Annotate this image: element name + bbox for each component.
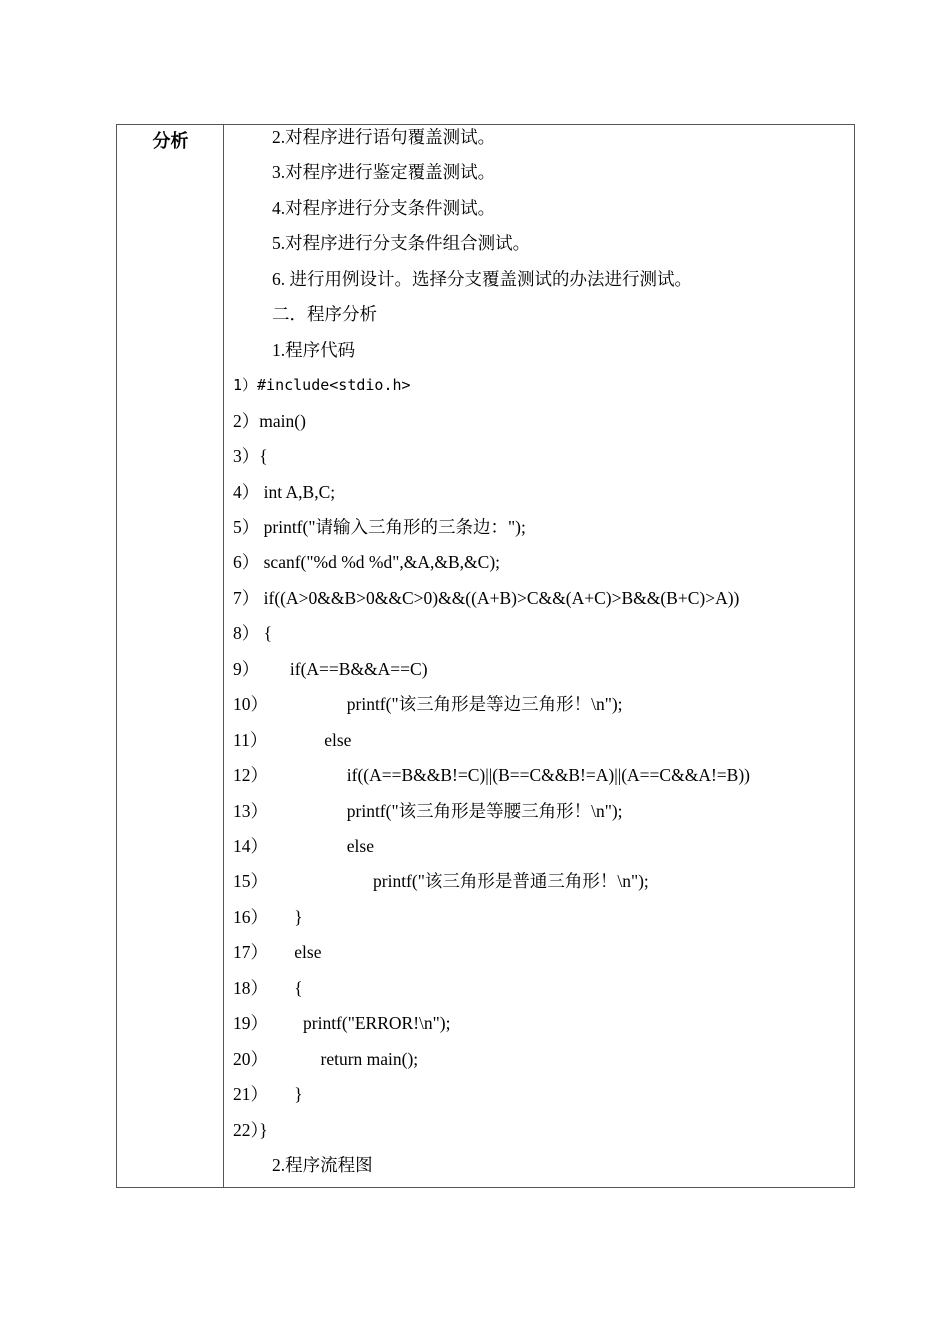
content-line: 14） else [233,836,374,856]
content-line: 13） printf("该三角形是等腰三角形！\n"); [233,800,623,821]
content-line: 9） if(A==B&&A==C) [233,658,428,679]
content-line: 12） if((A==B&&B!=C)||(B==C&&B!=A)||(A==C&&A!=B)) [233,765,750,786]
content-line: 2.程序流程图 [272,1155,373,1176]
content-line: 8） { [233,623,273,644]
analysis-table [116,124,855,1188]
content-line: 3.对程序进行鉴定覆盖测试。 [272,162,496,183]
analysis-content [224,125,854,1187]
content-line: 15） printf("该三角形是普通三角形！\n"); [233,871,649,892]
content-line: 20） return main(); [233,1048,419,1069]
content-line: 16） } [233,906,303,927]
content-line: 二．程序分析 [272,304,377,325]
content-line: 2.对程序进行语句覆盖测试。 [272,127,496,147]
content-line: 19） printf("ERROR!\n"); [233,1013,451,1034]
content-line: 3）{ [233,446,268,467]
content-line: 11） else [233,729,352,750]
section-label: 分析 [152,131,189,152]
label-column [117,125,224,1187]
content-line: 1）#include<stdio.h> [233,376,411,395]
content-line: 1.程序代码 [272,339,356,360]
content-line: 6. 进行用例设计。选择分支覆盖测试的办法进行测试。 [272,268,692,289]
content-line: 5） printf("请输入三角形的三条边："); [233,516,526,537]
content-line: 6） scanf("%d %d %d",&A,&B,&C); [233,552,501,573]
content-line: 18） { [233,977,303,998]
content-line: 22）} [233,1119,268,1140]
content-line: 2）main() [233,410,306,431]
content-line: 21） } [233,1084,303,1105]
content-line: 7） if((A>0&&B>0&&C>0)&&((A+B)>C&&(A+C)>B&&(B+C)>A)) [233,587,740,608]
content-line: 5.对程序进行分支条件组合测试。 [272,233,531,254]
content-line: 10） printf("该三角形是等边三角形！\n"); [233,694,623,715]
content-line: 17） else [233,942,322,963]
content-line: 4.对程序进行分支条件测试。 [272,197,496,218]
content-line: 4） int A,B,C; [233,481,336,502]
